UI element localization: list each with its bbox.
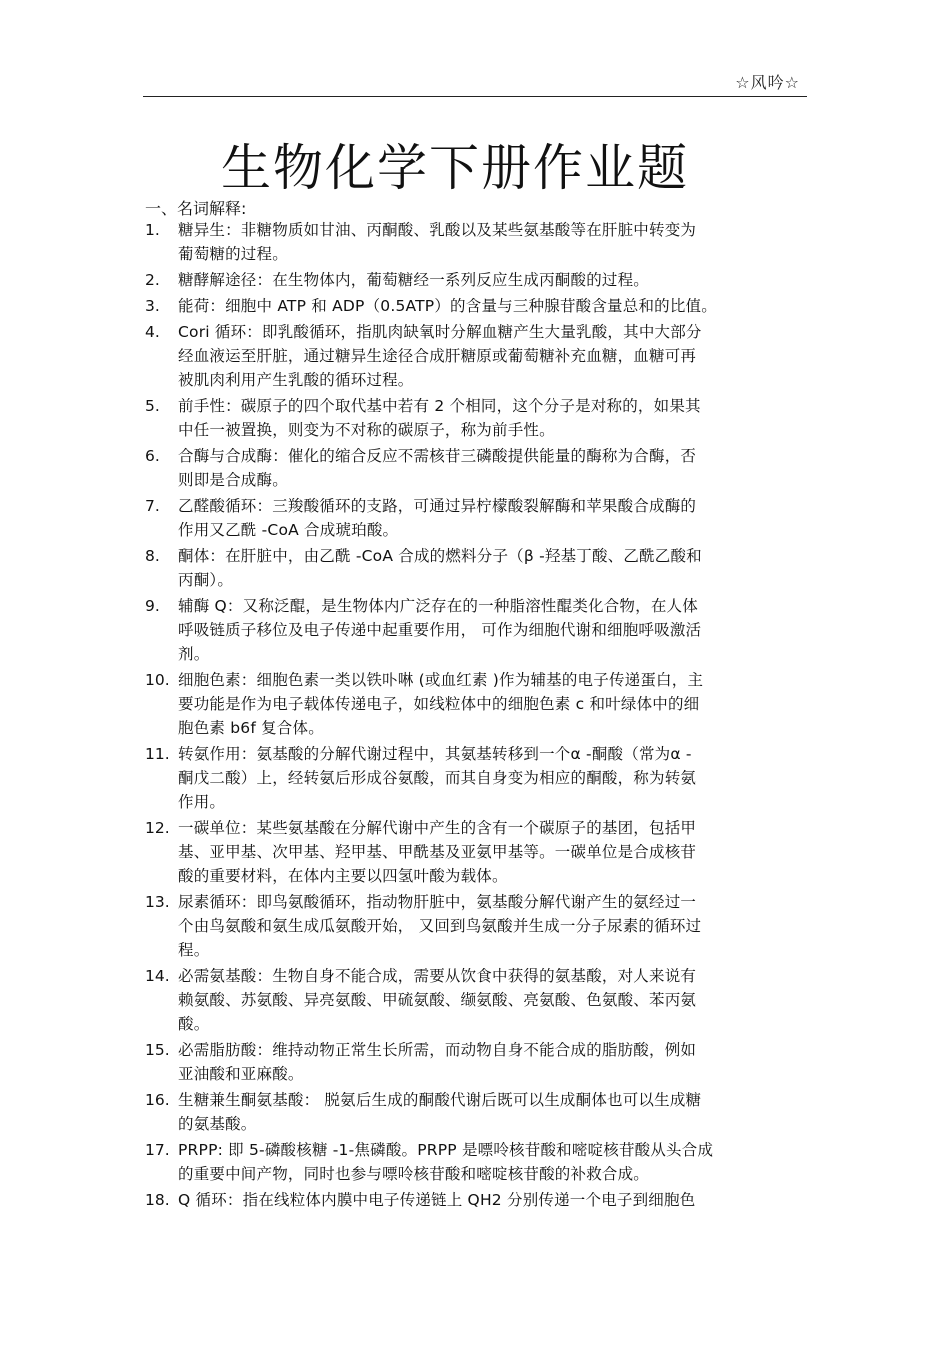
item-number: 9. [145,597,160,615]
item-text: 辅酶 Q：又称泛醌，是生物体内广泛存在的一种脂溶性醌类化合物，在人体 呼吸链质子移位及电子传递中起重要作用， 可作为细胞代谢和细胞呼吸激活 剂。 [178,597,702,663]
page-title: 生物化学下册作业题 [221,139,689,197]
item-text: Q 循环：指在线粒体内膜中电子传递链上 QH2 分别传递一个电子到细胞色 [178,1191,696,1209]
item-number: 17. [145,1141,170,1159]
item-number: 15. [145,1041,170,1059]
item-text: 一碳单位：某些氨基酸在分解代谢中产生的含有一个碳原子的基团，包括甲 基、亚甲基、次甲基、羟甲基、甲酰基及亚氨甲基等。一碳单位是合成核苷 酸的重要材料，在体内主要以四氢叶酸为载体。 [178,819,697,885]
list-item [145,964,815,1036]
item-number: 2. [145,271,160,289]
list-item [145,1188,815,1212]
list-item [145,444,815,492]
item-number: 3. [145,297,160,315]
item-text: 糖酵解途径：在生物体内，葡萄糖经一系列反应生成丙酮酸的过程。 [178,271,650,289]
definition-list [145,218,815,1214]
list-item [145,268,815,292]
list-item [145,320,815,392]
item-number: 16. [145,1091,170,1109]
item-text: PRPP: 即 5-磷酸核糖 -1-焦磷酸。PRPP 是嘌呤核苷酸和嘧啶核苷酸从头合成 的重要中间产物，同时也参与嘌呤核苷酸和嘧啶核苷酸的补救合成。 [178,1141,714,1183]
item-text: 乙醛酸循环：三羧酸循环的支路，可通过异柠檬酸裂解酶和苹果酸合成酶的 作用又乙酰 -CoA 合成琥珀酸。 [178,497,697,539]
list-item [145,1088,815,1136]
item-number: 1. [145,221,160,239]
header-mark: ☆风吟☆ [735,73,800,92]
item-text: 生糖兼生酮氨基酸： 脱氨后生成的酮酸代谢后既可以生成酮体也可以生成糖 的氨基酸。 [178,1091,702,1133]
item-number: 5. [145,397,160,415]
item-text: 合酶与合成酶：催化的缩合反应不需核苷三磷酸提供能量的酶称为合酶，否 则即是合成酶。 [178,447,697,489]
item-text: 前手性：碳原子的四个取代基中若有 2 个相同，这个分子是对称的，如果其 中任一被置换，则变为不对称的碳原子，称为前手性。 [178,397,701,439]
list-item [145,816,815,888]
list-item [145,294,815,318]
item-text: 必需脂肪酸：维持动物正常生长所需，而动物自身不能合成的脂肪酸，例如 亚油酸和亚麻酸。 [178,1041,697,1083]
item-text: 细胞色素：细胞色素一类以铁卟啉 (或血红素 )作为辅基的电子传递蛋白，主 要功能是作为电子载体传递电子，如线粒体中的细胞色素 c 和叶绿体中的细 胞色素 b6f 复合体。 [178,671,704,737]
item-number: 10. [145,671,170,689]
item-text: 糖异生：非糖物质如甘油、丙酮酸、乳酸以及某些氨基酸等在肝脏中转变为 葡萄糖的过程。 [178,221,697,263]
item-text: 酮体：在肝脏中，由乙酰 -CoA 合成的燃料分子（β -羟基丁酸、乙酰乙酸和 丙酮）。 [178,547,702,589]
list-item [145,394,815,442]
list-item [145,218,815,266]
section-heading: 一、名词解释: [145,199,247,218]
list-item [145,1038,815,1086]
item-number: 7. [145,497,160,515]
list-item [145,668,815,740]
item-text: 必需氨基酸：生物自身不能合成，需要从饮食中获得的氨基酸，对人来说有 赖氨酸、苏氨酸、异亮氨酸、甲硫氨酸、缬氨酸、亮氨酸、色氨酸、苯丙氨 酸。 [178,967,697,1033]
item-number: 8. [145,547,160,565]
item-text: 能荷：细胞中 ATP 和 ADP（0.5ATP）的含量与三种腺苷酸含量总和的比值。 [178,297,717,315]
list-item [145,742,815,814]
header-rule [143,96,807,97]
item-number: 6. [145,447,160,465]
list-item [145,494,815,542]
list-item [145,544,815,592]
item-text: 尿素循环：即鸟氨酸循环，指动物肝脏中，氨基酸分解代谢产生的氨经过一 个由鸟氨酸和氨生成瓜氨酸开始， 又回到鸟氨酸并生成一分子尿素的循环过 程。 [178,893,702,959]
item-number: 14. [145,967,170,985]
item-number: 18. [145,1191,170,1209]
item-text: Cori 循环：即乳酸循环，指肌肉缺氧时分解血糖产生大量乳酸，其中大部分 经血液运至肝脏，通过糖异生途径合成肝糖原或葡萄糖补充血糖，血糖可再 被肌肉利用产生乳酸的循环过程。 [178,323,702,389]
list-item [145,594,815,666]
list-item [145,1138,815,1186]
item-text: 转氨作用：氨基酸的分解代谢过程中，其氨基转移到一个α -酮酸（常为α - 酮戊二酸）上，经转氨后形成谷氨酸，而其自身变为相应的酮酸，称为转氨 作用。 [178,745,697,811]
item-number: 12. [145,819,170,837]
item-number: 4. [145,323,160,341]
item-number: 13. [145,893,170,911]
list-item [145,890,815,962]
item-number: 11. [145,745,170,763]
